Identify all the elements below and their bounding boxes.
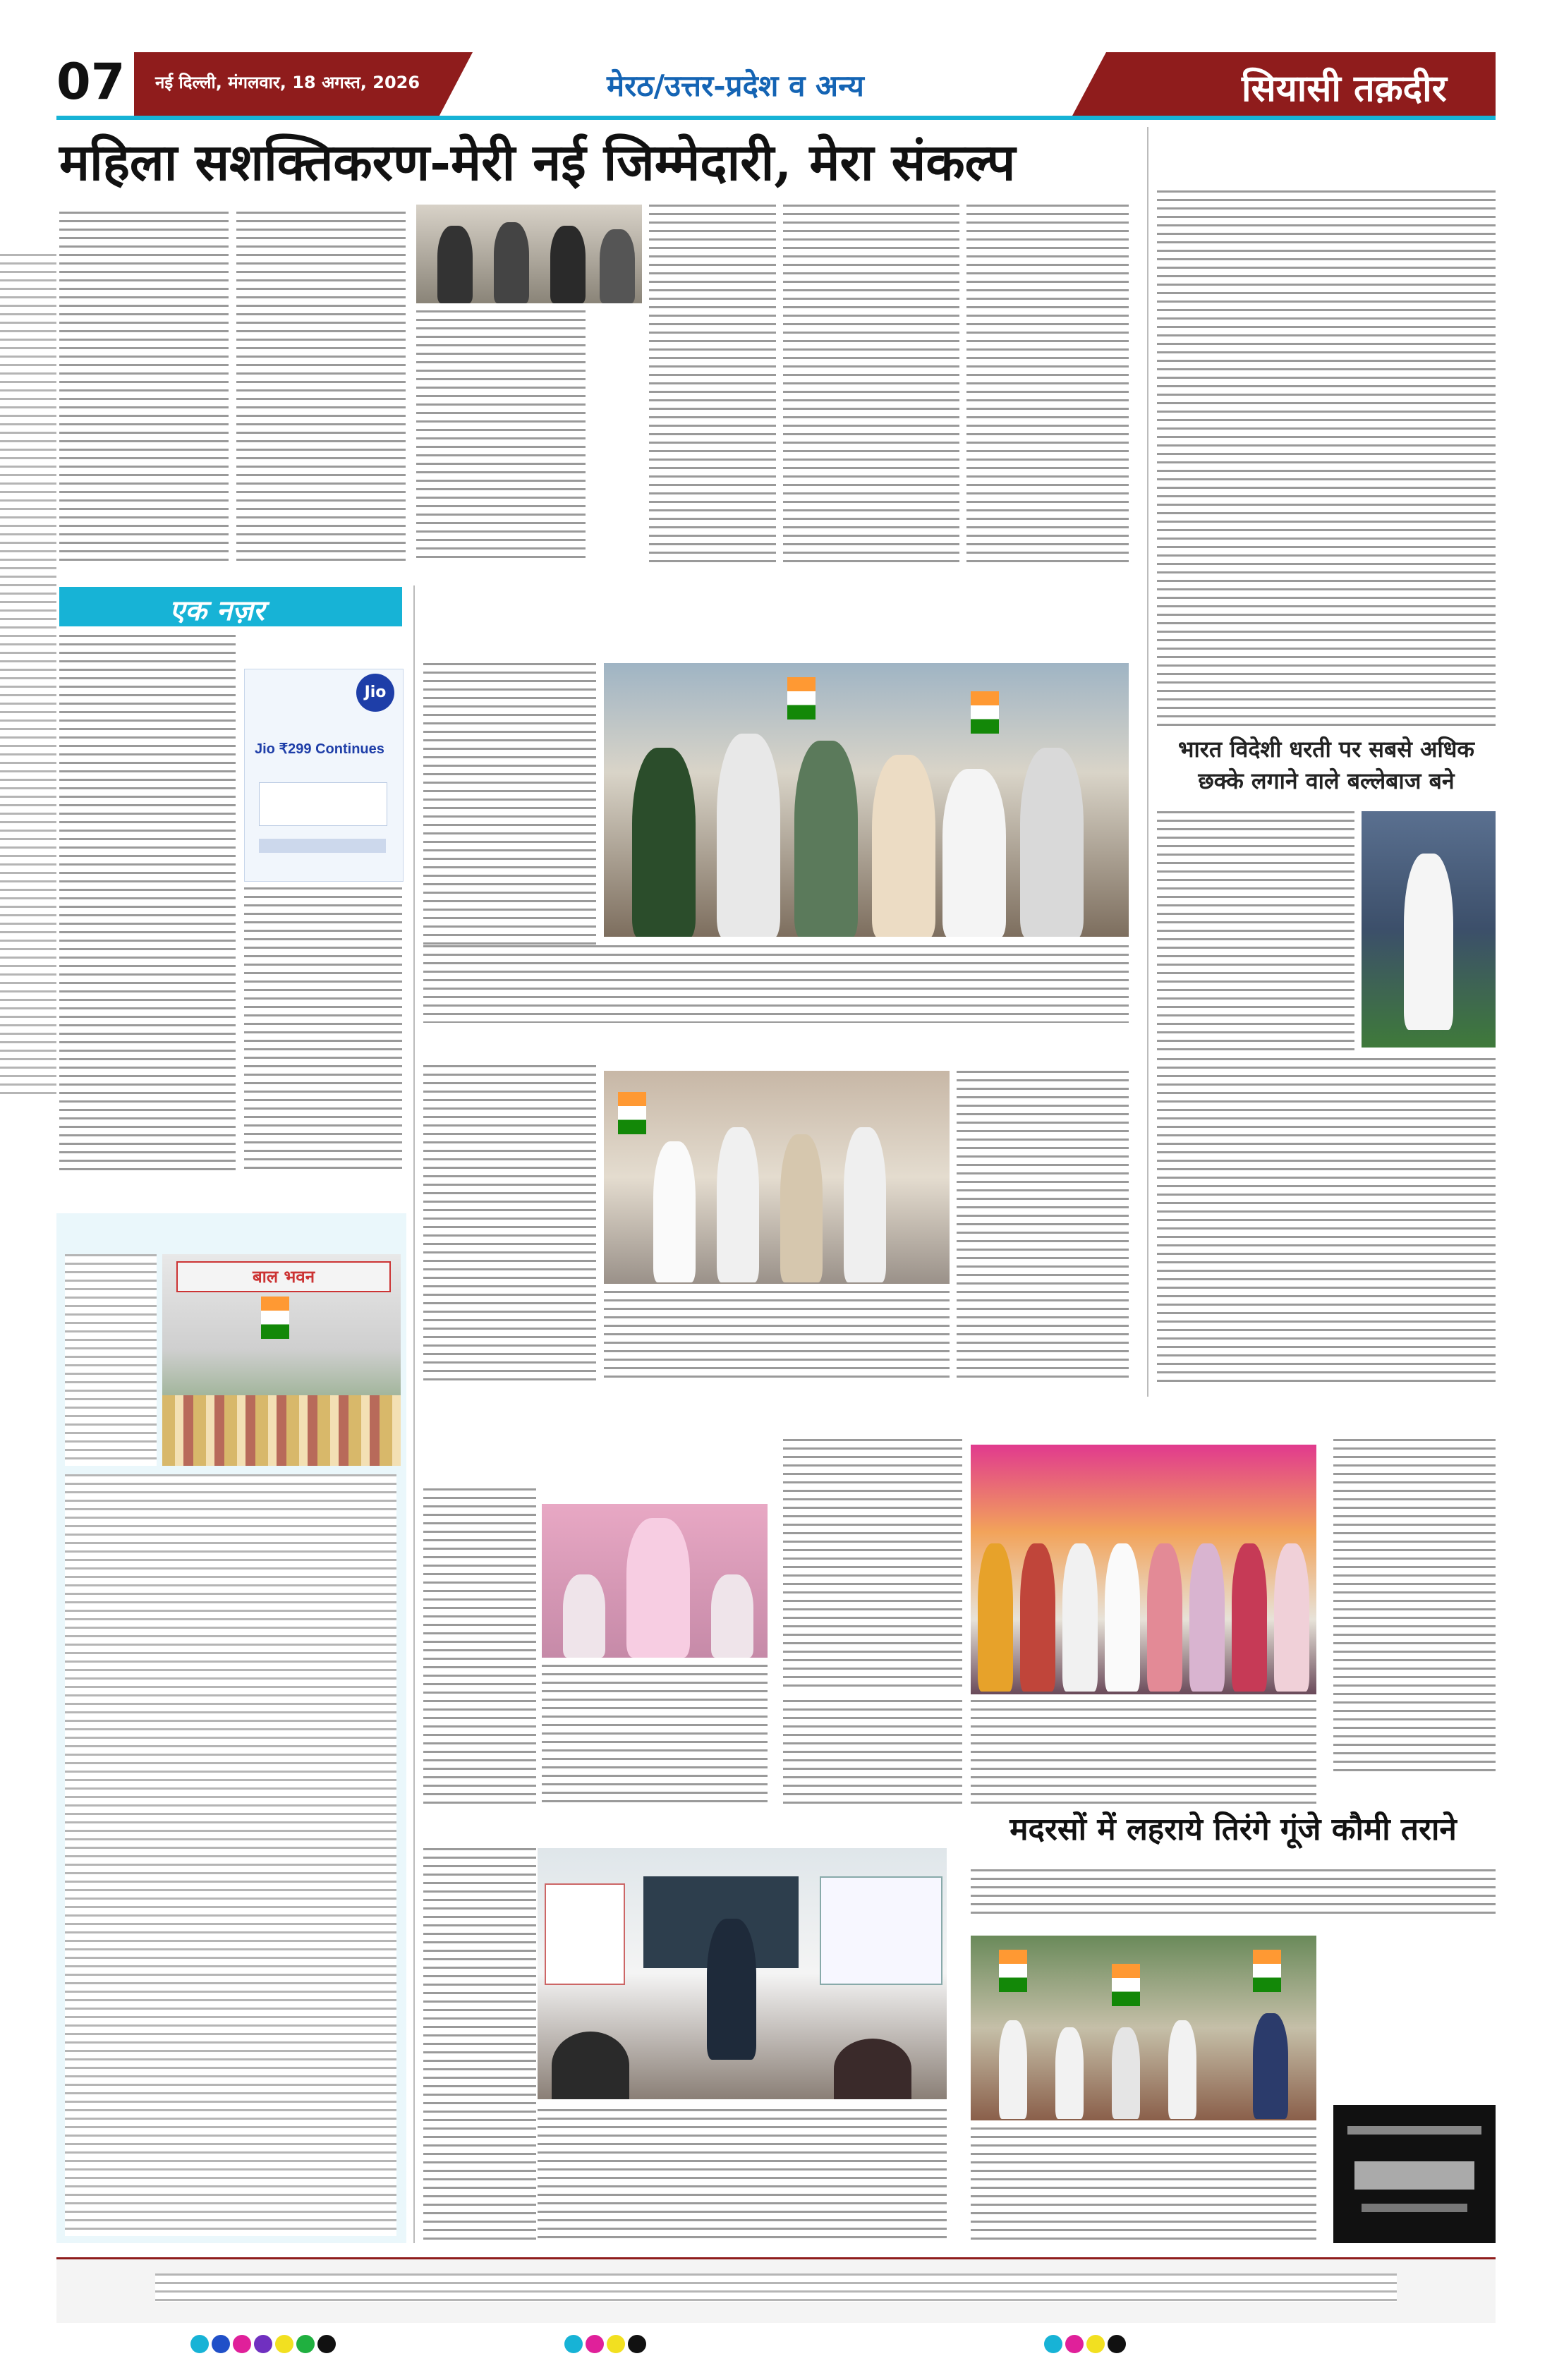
cricket-story-headline: भारत विदेशी धरती पर सबसे अधिक छक्के लगाने वाले बल्लेबाज बने xyxy=(1177,736,1475,794)
cricket-story-col1 xyxy=(1157,811,1354,1051)
bal-bhavan-sign: बाल भवन xyxy=(176,1261,391,1292)
bal-bhavan-text-1 xyxy=(65,1254,157,1466)
tricolor-story-col2 xyxy=(423,945,1129,1023)
jio-offer: Jio ₹299 Continues xyxy=(255,741,384,757)
madarson-subheadline xyxy=(971,1869,1496,1919)
pink-story-col2 xyxy=(542,1665,768,1806)
main-story-col6 xyxy=(966,205,1129,564)
tricolor-rally-photo xyxy=(604,663,1129,937)
madarson-col1 xyxy=(971,2127,1316,2240)
main-story-col5 xyxy=(783,205,959,564)
cultural-event-photo xyxy=(604,1071,950,1284)
cultural-story-col1 xyxy=(423,1065,596,1383)
school-story-col1 xyxy=(783,1439,962,1693)
ek-nazar-text xyxy=(59,635,236,1171)
registration-marks xyxy=(56,2335,1496,2363)
page-number: 07 xyxy=(56,53,126,111)
column-divider xyxy=(1147,127,1148,1397)
pink-story-col1 xyxy=(423,1488,536,1806)
school-story-col3 xyxy=(971,1700,1316,1806)
left-margin-text xyxy=(0,254,56,1100)
main-story-col1 xyxy=(59,212,229,564)
classroom-story-col1 xyxy=(423,1848,536,2243)
section-title: मेरठ/उत्तर-प्रदेश व अन्य xyxy=(607,68,864,103)
dateline: नई दिल्ली, मंगलवार, 18 अगस्त, 2026 xyxy=(155,73,420,92)
main-story-col2 xyxy=(236,212,406,564)
ek-nazar-text-2 xyxy=(244,887,402,1170)
top-meeting-photo xyxy=(416,205,642,303)
right-column-text xyxy=(1157,190,1496,727)
classroom-story-col2 xyxy=(538,2109,947,2243)
brand-title: सियासी तक़दीर xyxy=(1242,67,1447,110)
bal-bhavan-photo xyxy=(162,1254,401,1466)
main-story-col4 xyxy=(649,205,776,564)
tricolor-story-col1 xyxy=(423,663,596,959)
pink-meeting-photo xyxy=(542,1504,768,1658)
main-story-col3 xyxy=(416,310,586,564)
ek-nazar-title: एक नज़र xyxy=(169,594,265,627)
header-rule xyxy=(56,116,1496,120)
classroom-photo xyxy=(538,1848,947,2099)
school-story-col2 xyxy=(1333,1439,1496,1778)
footer-imprint xyxy=(56,2257,1496,2323)
cricket-photo xyxy=(1362,811,1496,1048)
jio-ad xyxy=(244,669,404,882)
madarson-headline: मदरसों में लहराये तिरंगे गूंजे कौमी तराने xyxy=(1010,1811,1457,1847)
cultural-story-col3 xyxy=(604,1291,950,1383)
school-story-col4 xyxy=(783,1700,962,1806)
jio-logo: Jio xyxy=(356,674,394,712)
madarson-photo xyxy=(971,1936,1316,2120)
advert-box xyxy=(1333,2105,1496,2243)
column-divider xyxy=(413,585,415,2243)
main-headline: महिला सशक्तिकरण-मेरी नई जिम्मेदारी, मेरा संकल्प xyxy=(59,132,1016,192)
school-staff-photo xyxy=(971,1445,1316,1694)
bal-bhavan-text-2 xyxy=(65,1474,396,2236)
cultural-story-col2 xyxy=(957,1071,1129,1381)
cricket-story-col2 xyxy=(1157,1058,1496,1383)
